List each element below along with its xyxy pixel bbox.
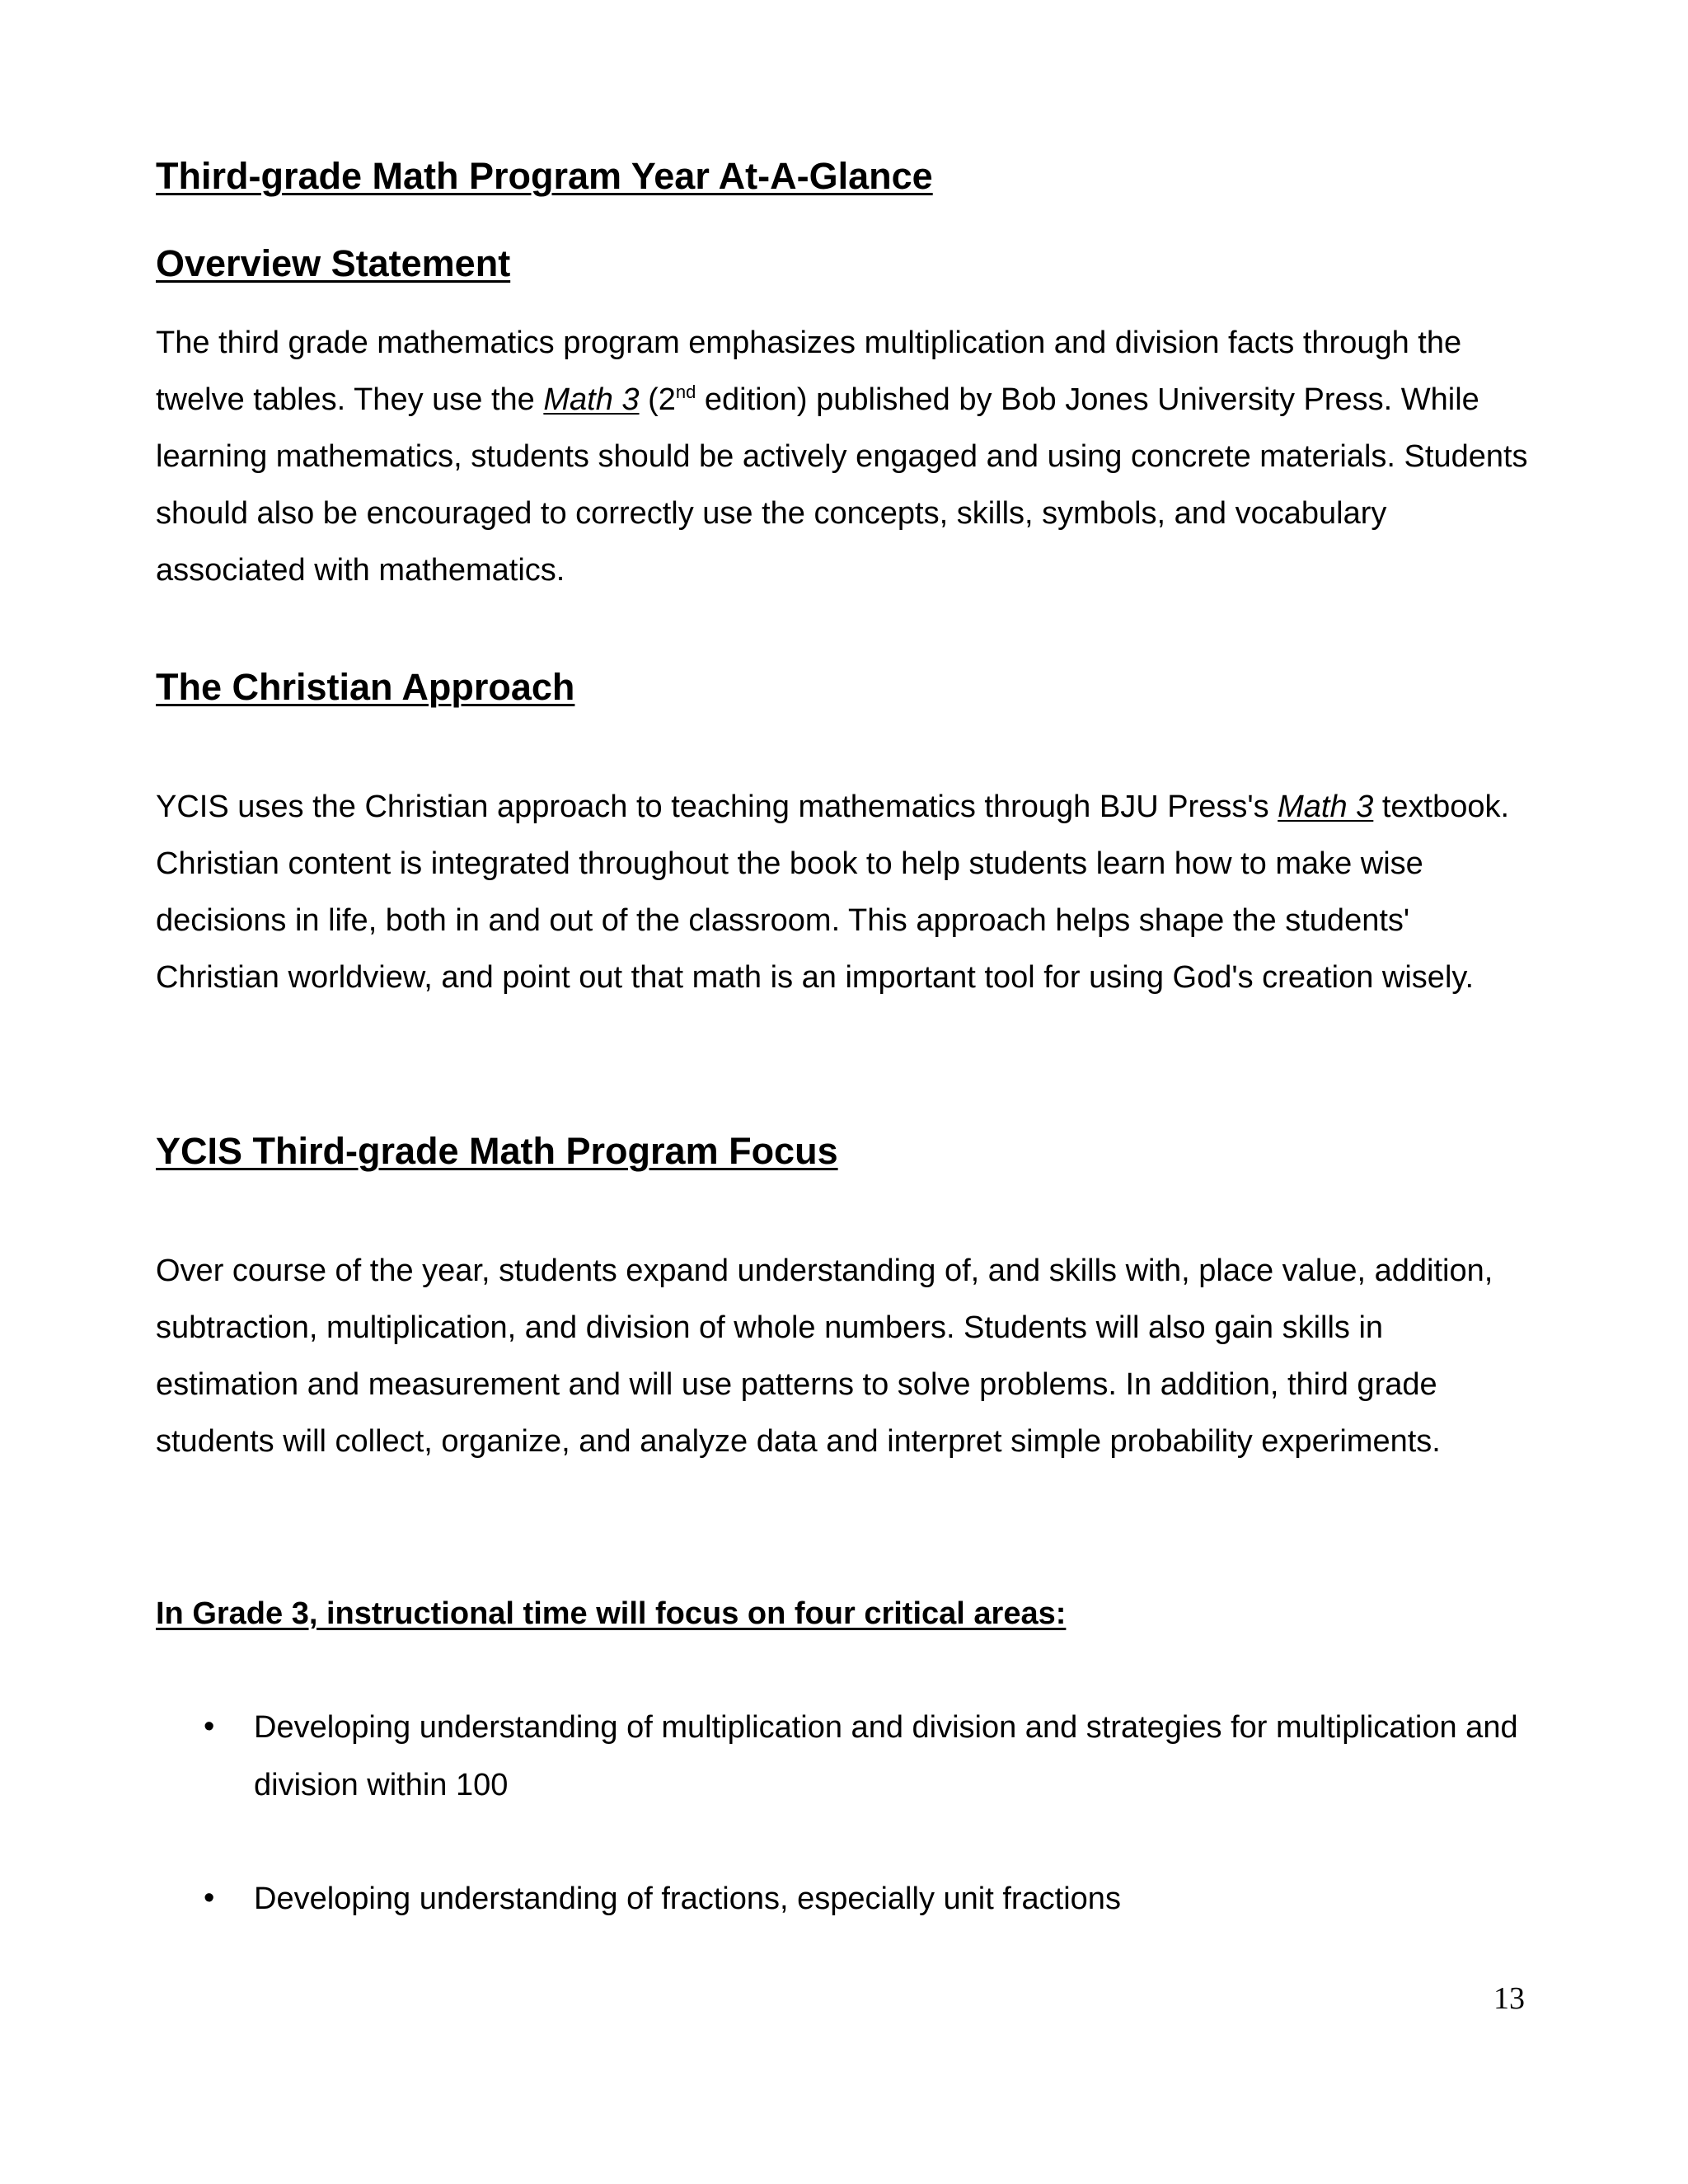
christian-approach-paragraph [156,779,1532,1006]
program-focus-paragraph: Over course of the year, students expand understanding of, and skills with, place value, addition, subtraction, multiplication, and division of whole numbers. Students will also gain skills in estimation and measurement and will use patterns to solve problems. In addition, third grade students will collect, organize, and analyze data and interpret simple probability experiments. [156,1254,1493,1459]
overview-text-start: The third grade mathematics program emphasizes multiplication and division facts through the twelve tables. They use the [156,326,1462,417]
overview-paragraph [156,315,1532,599]
overview-heading: Overview Statement [156,242,511,284]
bullet-icon: • [204,1709,215,1744]
overview-text-end: edition) published by Bob Jones University Press. While learning mathematics, students should be actively engaged and using concrete materials. Students should also be encouraged to correctly use the concepts, skills, symbols, and vocabulary associated with mathematics. [156,382,1528,588]
page-title: Third-grade Math Program Year At-A-Glance [156,155,933,197]
christian-text-start: YCIS uses the Christian approach to teaching mathematics through BJU Press's [156,790,1278,824]
list-item [156,1699,1549,1814]
program-focus-heading: YCIS Third-grade Math Program Focus [156,1130,838,1172]
christian-approach-heading: The Christian Approach [156,666,575,708]
list-item [156,1870,1549,1928]
list-item-text: Developing understanding of multiplication and division and strategies for multiplication and division within 100 [254,1710,1518,1802]
book-title: Math 3 [543,382,640,417]
bullet-icon: • [204,1881,215,1915]
christian-text-end: textbook. Christian content is integrated throughout the book to help students learn how to make wise decisions in life, both in and out of the classroom. This approach helps shape the students' Christian worldview, and point out that math is an important tool for using God's creation wisely. [156,790,1510,995]
ordinal-suffix: nd [675,382,696,402]
critical-areas-heading: In Grade 3, instructional time will focus on four critical areas: [156,1596,1067,1631]
book-title: Math 3 [1278,790,1374,824]
page-number: 13 [1493,1981,1525,2016]
list-item-text: Developing understanding of fractions, especially unit fractions [254,1882,1121,1916]
overview-paren-open: (2 [639,382,676,417]
